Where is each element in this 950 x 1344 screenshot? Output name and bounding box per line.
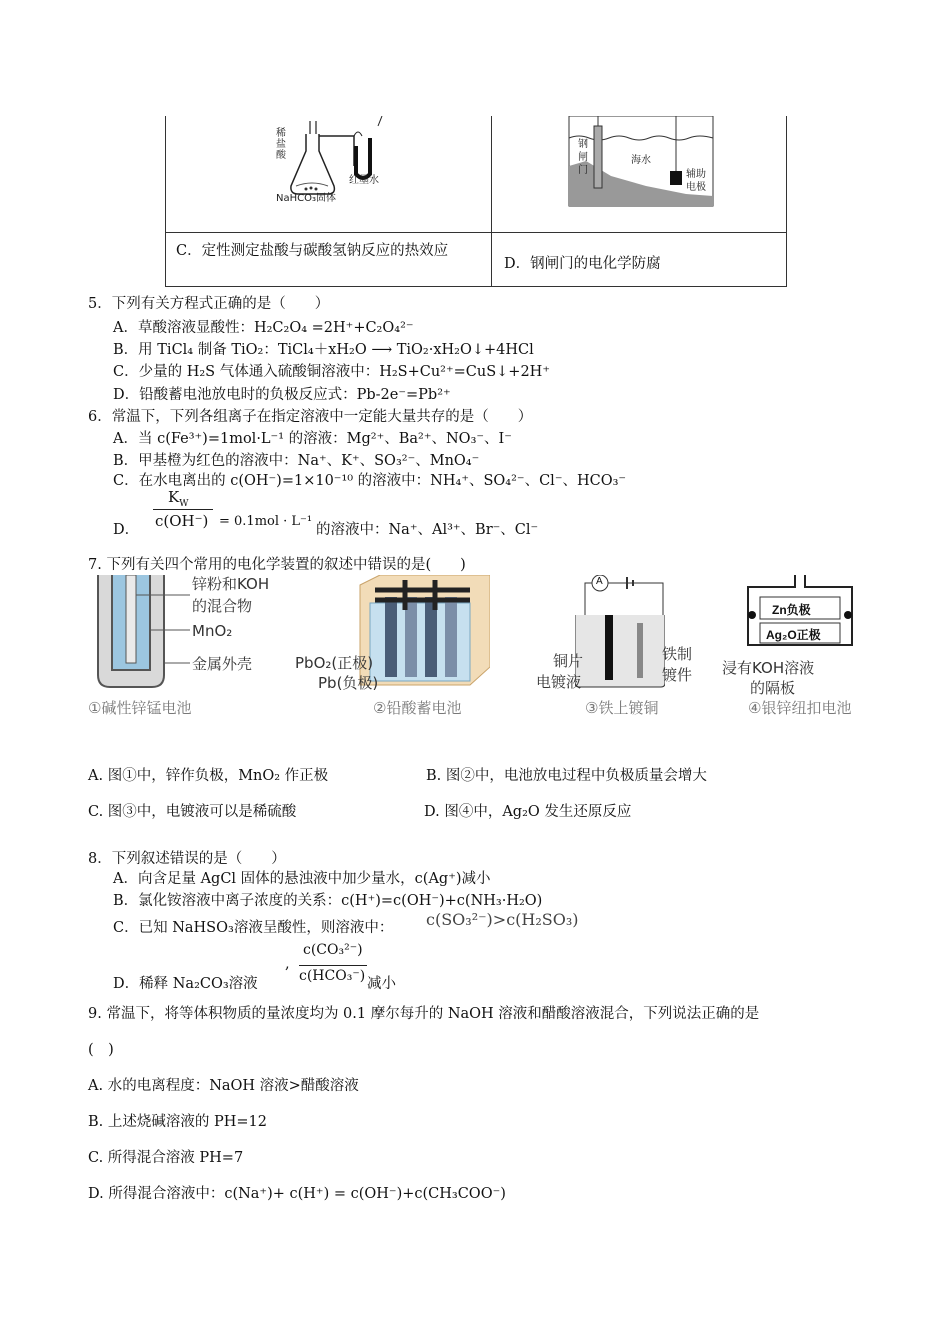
fig4-label-3: 浸有KOH溶液: [722, 659, 815, 677]
q9-option-c: C. 所得混合溶液 PH=7: [88, 1150, 244, 1166]
q6-stem: 6．常温下，下列各组离子在指定溶液中一定能大量共存的是（ ）: [88, 409, 533, 425]
q6-d-prefix: D．: [113, 522, 140, 538]
label-aux: 辅助电极: [686, 169, 706, 193]
apparatus-table: [165, 116, 787, 287]
q9-option-b: B. 上述烧碱溶液的 PH=12: [88, 1114, 267, 1130]
fig3-ammeter: A: [596, 576, 603, 587]
q8-option-c-formula: c(SO₃²⁻)>c(H₂SO₃): [426, 910, 579, 929]
q7-option-b: B. 图②中，电池放电过程中负极质量会增大: [426, 768, 707, 784]
fig3-label-4: 镀件: [662, 666, 693, 684]
q6-d-suffix: 的溶液中：Na⁺、Al³⁺、Br⁻、Cl⁻: [316, 522, 539, 538]
q8-d-denominator: c(HCO₃⁻): [299, 968, 366, 984]
q6-option-c: C．在水电离出的 c(OH⁻)=1×10⁻¹⁰ 的溶液中：NH₄⁺、SO₄²⁻、Cl⁻、HCO₃⁻: [113, 473, 627, 489]
q6-d-equal: = 0.1mol · L⁻¹: [219, 514, 313, 529]
label-acid: 稀盐酸: [276, 128, 286, 161]
figure-copper-plating: [575, 575, 665, 690]
fig1-label-2: 的混合物: [192, 597, 253, 615]
q9-option-d: D. 所得混合溶液中：c(Na⁺)+ c(H⁺) = c(OH⁻)+c(CH₃COO⁻): [88, 1186, 506, 1202]
q7-option-c: C. 图③中，电镀液可以是稀硫酸: [88, 804, 297, 820]
q8-option-c: C．已知 NaHSO₃溶液呈酸性，则溶液中：: [113, 920, 394, 936]
q8-option-b: B．氯化铵溶液中离子浓度的关系：c(H⁺)=c(OH⁻)+c(NH₃·H₂O): [113, 893, 543, 909]
q8-d-prefix: D．稀释 Na₂CO₃溶液: [113, 976, 258, 992]
cell-d-text: D．钢闸门的电化学防腐: [504, 256, 661, 272]
fig3-label-3: 铁制: [662, 645, 693, 663]
q7-option-d: D. 图④中，Ag₂O 发生还原反应: [424, 804, 632, 820]
fig1-label-3: MnO₂: [192, 622, 233, 640]
q5-option-d: D．铅酸蓄电池放电时的负极反应式：Pb-2e⁻=Pb²⁺: [113, 387, 451, 403]
label-sea: 海水: [631, 155, 651, 166]
q6-d-fraction-bar: [153, 509, 213, 510]
fig3-caption: ③铁上镀铜: [585, 699, 659, 717]
q8-d-comma: ,: [285, 956, 290, 972]
q7-option-a: A. 图①中，锌作负极，MnO₂ 作正极: [88, 768, 329, 784]
fig4-label-1: Zn负极: [772, 603, 811, 617]
fig4-label-4: 的隔板: [750, 679, 796, 697]
fig4-label-2: Ag₂O正极: [766, 628, 821, 642]
fig2-label-2: Pb(负极): [318, 674, 379, 692]
label-ink: 红墨水: [349, 175, 379, 186]
fig2-caption: ②铅酸蓄电池: [373, 699, 462, 717]
q5-stem: 5．下列有关方程式正确的是（ ）: [88, 296, 330, 312]
fig1-label-4: 金属外壳: [192, 655, 253, 673]
fig3-label-2: 电镀液: [536, 673, 582, 691]
q6-option-a: A．当 c(Fe³⁺)=1mol·L⁻¹ 的溶液：Mg²⁺、Ba²⁺、NO₃⁻、I⁻: [113, 431, 512, 447]
q8-d-fraction-bar: [299, 965, 367, 966]
cell-c-text: C．定性测定盐酸与碳酸氢钠反应的热效应: [176, 243, 449, 259]
q7-stem: 7. 下列有关四个常用的电化学装置的叙述中错误的是( ): [88, 557, 466, 573]
q8-d-numerator: c(CO₃²⁻): [303, 942, 363, 958]
q8-d-suffix: 减小: [367, 976, 396, 992]
q6-d-numerator: [168, 488, 189, 509]
fig4-caption: ④银锌纽扣电池: [748, 699, 852, 717]
q5-option-b: B．用 TiCl₄ 制备 TiO₂：TiCl₄＋xH₂O ⟶ TiO₂·xH₂O↓+4HCl: [113, 342, 534, 358]
q9-paren: ( ): [88, 1042, 114, 1058]
q5-option-a: A．草酸溶液显酸性：H₂C₂O₄ =2H⁺+C₂O₄²⁻: [113, 320, 414, 336]
label-solid: NaHCO₃固体: [276, 193, 336, 204]
q9-stem: 9. 常温下，将等体积物质的量浓度均为 0.1 摩尔每升的 NaOH 溶液和醋酸溶液混合，下列说法正确的是: [88, 1006, 760, 1022]
q6-d-num-sub: W: [179, 499, 189, 509]
fig3-label-1: 铜片: [553, 652, 584, 670]
fig2-label-1: PbO₂(正极): [295, 654, 374, 672]
q9-option-a: A. 水的电离程度：NaOH 溶液>醋酸溶液: [88, 1078, 359, 1094]
q8-stem: 8．下列叙述错误的是（ ）: [88, 851, 286, 867]
fig1-label-1: 锌粉和KOH: [192, 575, 270, 593]
q8-option-a: A．向含足量 AgCl 固体的悬浊液中加少量水，c(Ag⁺)减小: [113, 871, 491, 887]
fig1-caption: ①碱性锌锰电池: [88, 699, 192, 717]
figure-alkaline-battery: [90, 575, 190, 690]
q6-d-num-k: K: [168, 488, 180, 506]
q6-d-denominator: c(OH⁻): [155, 512, 209, 530]
label-gate: 钢闸门: [578, 139, 588, 176]
q5-option-c: C．少量的 H₂S 气体通入硫酸铜溶液中：H₂S+Cu²⁺=CuS↓+2H⁺: [113, 364, 550, 380]
q6-option-b: B．甲基橙为红色的溶液中：Na⁺、K⁺、SO₃²⁻、MnO₄⁻: [113, 453, 480, 469]
